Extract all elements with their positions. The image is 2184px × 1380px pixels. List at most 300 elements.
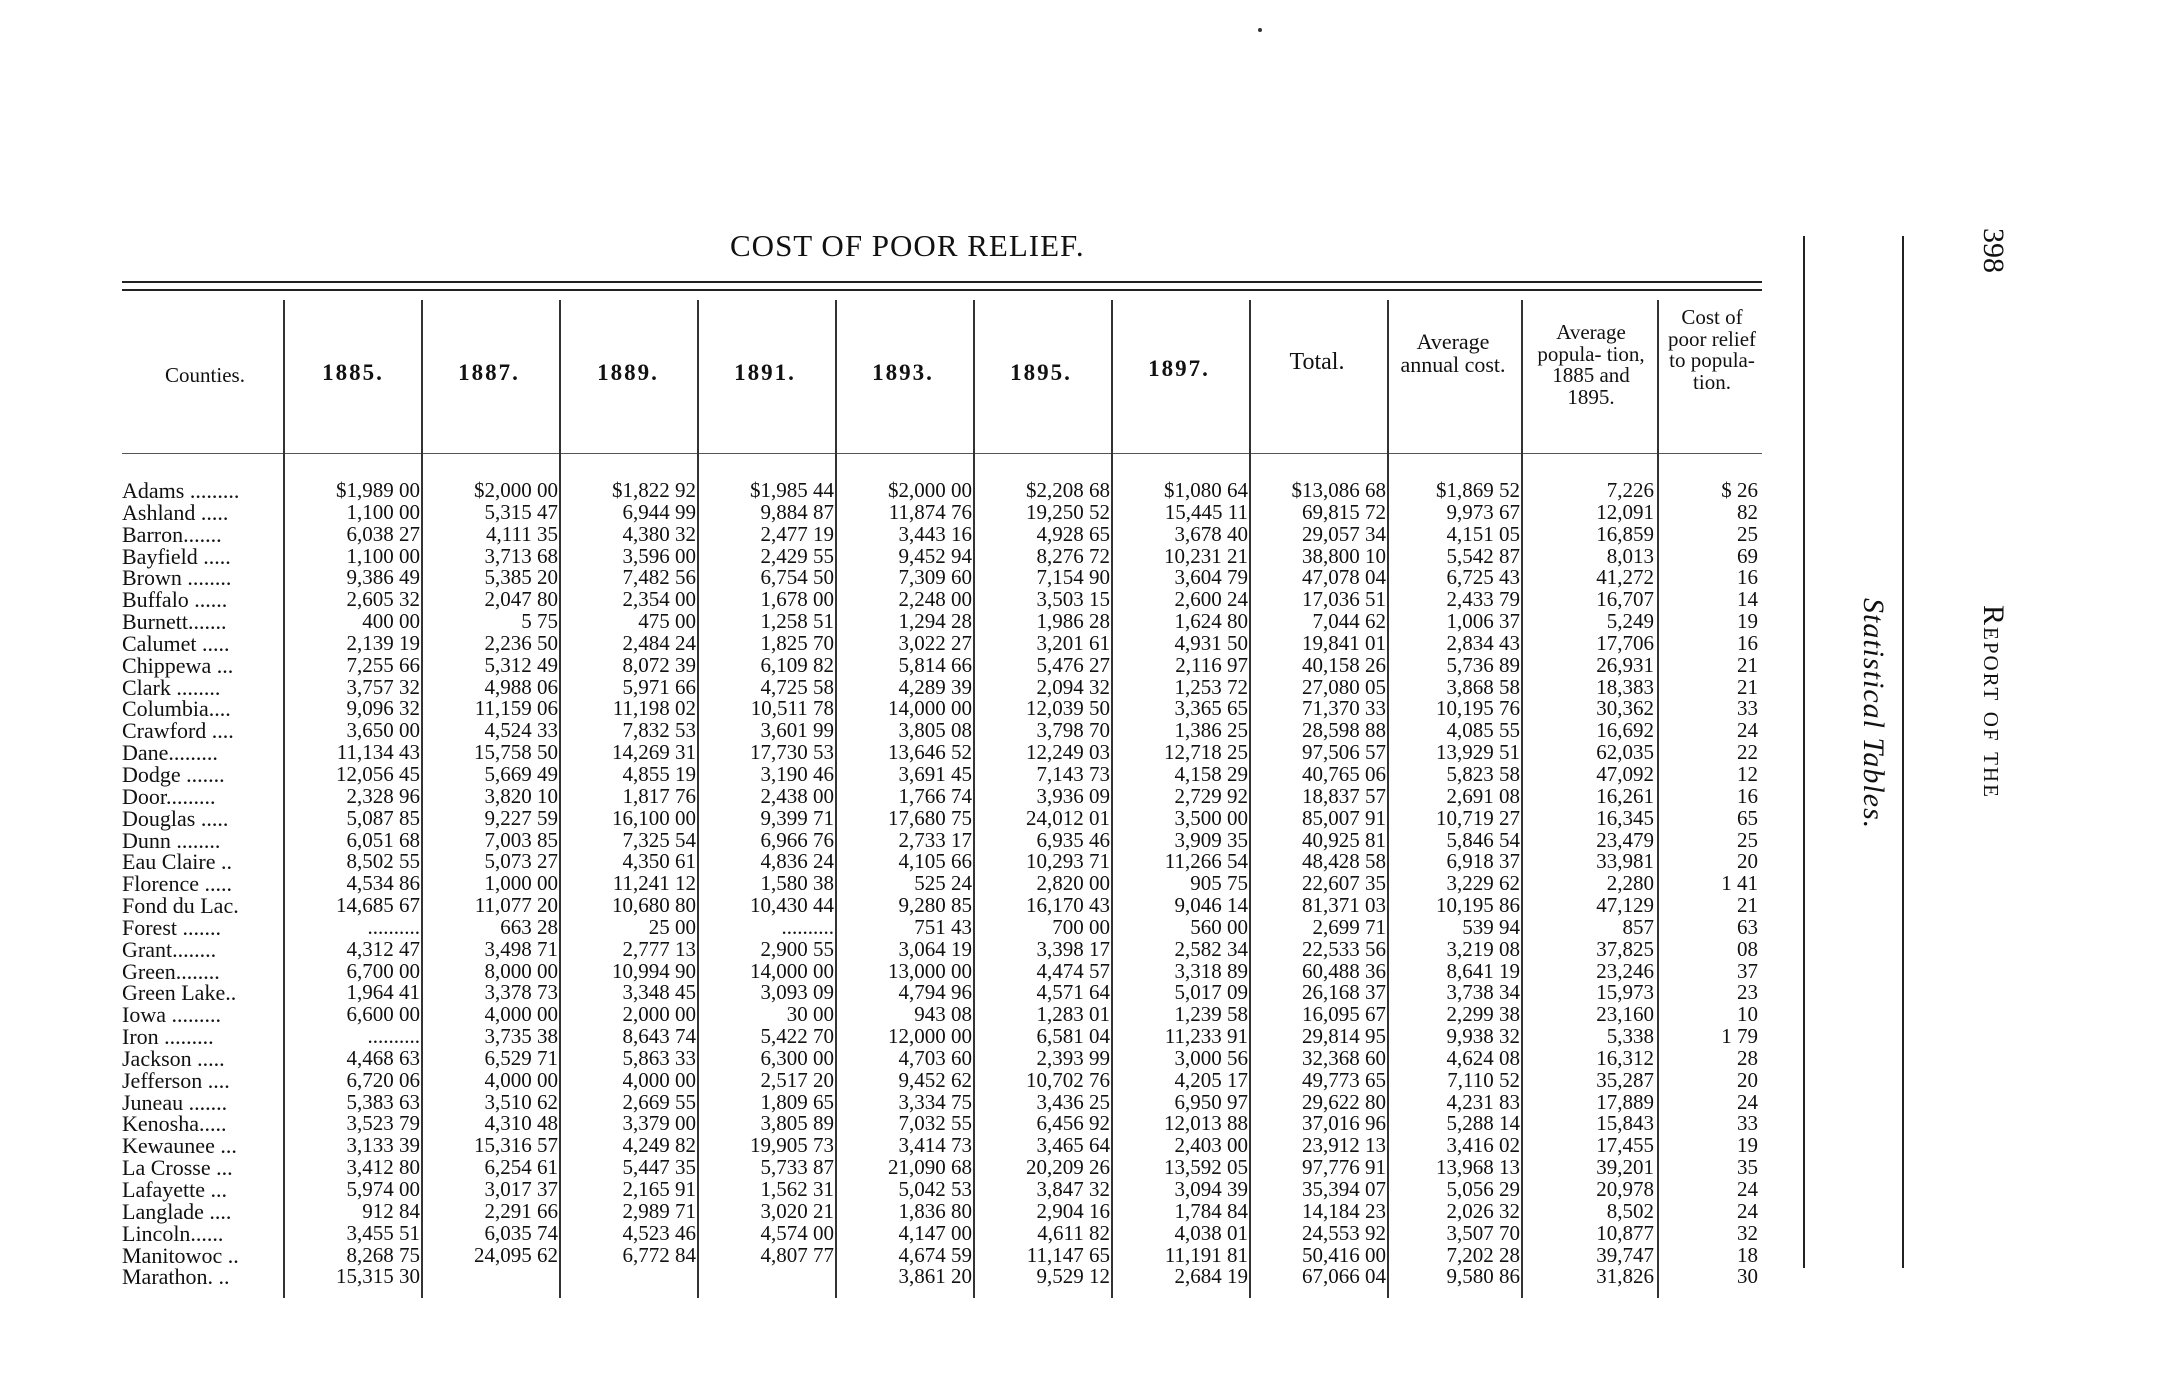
table-cell-y1897: 3,500 00	[1174, 805, 1248, 830]
table-cell-y1897: $1,080 64	[1164, 478, 1248, 502]
table-cell-y1885: 8,502 55	[346, 849, 420, 874]
table-cell-y1897: 2,729 92	[1174, 783, 1248, 808]
table-cell-y1885: 6,038 27	[346, 521, 420, 546]
table-cell-y1893: 14,000 00	[888, 696, 972, 721]
table-cell-y1891: ..........	[781, 914, 834, 939]
table-cell-county: Grant........	[122, 936, 217, 962]
table-cell-total: 16,095 67	[1302, 1002, 1386, 1027]
table-cell-y1889: 10,994 90	[612, 958, 696, 983]
table-cell-y1897: 1,239 58	[1174, 1002, 1248, 1027]
table-cell-y1887: 24,095 62	[474, 1242, 558, 1267]
table-cell-y1897: 3,318 89	[1174, 958, 1248, 983]
table-cell-y1893: 9,280 85	[898, 893, 972, 918]
table-cell-y1897: 1,386 25	[1174, 718, 1248, 743]
col-divider	[1111, 300, 1113, 1298]
header-1887: 1887.	[458, 360, 520, 385]
table-cell-y1889: 4,380 32	[622, 521, 696, 546]
table-cell-y1895: 4,571 64	[1036, 980, 1110, 1005]
table-cell-average: 3,416 02	[1446, 1133, 1520, 1158]
table-cell-y1887: 6,254 61	[484, 1155, 558, 1180]
table-cell-y1889	[562, 1266, 696, 1288]
table-cell-total: 19,841 01	[1302, 630, 1386, 655]
table-cell-county: Dane.........	[122, 740, 218, 766]
report-heading: Report of the	[1977, 605, 2010, 799]
table-cell-y1893: 17,680 75	[888, 805, 972, 830]
table-cell-population: 31,826	[1596, 1264, 1654, 1289]
table-cell-y1893: 9,452 94	[898, 543, 972, 568]
table-cell-y1897: 1,784 84	[1174, 1198, 1248, 1223]
table-cell-y1889: 5,863 33	[622, 1045, 696, 1070]
table-cell-total: 38,800 10	[1302, 543, 1386, 568]
table-cell-y1891: 5,422 70	[760, 1024, 834, 1049]
header-rule	[122, 453, 1762, 454]
table-cell-y1895: 3,936 09	[1036, 783, 1110, 808]
table-cell-y1893: 3,691 45	[898, 761, 972, 786]
table-cell-y1891: 2,517 20	[760, 1067, 834, 1092]
table-cell-y1895: 700 00	[1052, 914, 1110, 939]
table-cell-average: 4,231 83	[1446, 1089, 1520, 1114]
table-cell-y1887: 11,077 20	[474, 893, 558, 918]
table-cell-y1897: 13,592 05	[1164, 1155, 1248, 1180]
table-cell-y1885: 3,133 39	[346, 1133, 420, 1158]
table-cell-y1885: 5,383 63	[346, 1089, 420, 1114]
table-cell-total: 26,168 37	[1302, 980, 1386, 1005]
table-cell-population: 39,201	[1596, 1155, 1654, 1180]
table-cell-y1891: 4,836 24	[760, 849, 834, 874]
table-cell-y1893: 12,000 00	[888, 1024, 972, 1049]
table-cell-y1885: ..........	[367, 914, 420, 939]
table-cell-y1895: 2,094 32	[1036, 674, 1110, 699]
table-cell-y1891: 1,678 00	[760, 587, 834, 612]
table-cell-y1897: 11,266 54	[1164, 849, 1248, 874]
table-cell-y1885: $1,989 00	[336, 478, 420, 502]
table-cell-y1893: 13,646 52	[888, 740, 972, 765]
table-cell-average: 9,973 67	[1446, 499, 1520, 524]
table-cell-y1887: 4,524 33	[484, 718, 558, 743]
table-cell-y1885: 2,139 19	[346, 630, 420, 655]
table-cell-ratio: 08	[1737, 936, 1758, 961]
table-cell-y1891: 6,754 50	[760, 565, 834, 590]
table-cell-y1887: 4,988 06	[484, 674, 558, 699]
table-cell-y1891: 6,300 00	[760, 1045, 834, 1070]
table-cell-y1895: 10,293 71	[1026, 849, 1110, 874]
col-divider	[1657, 300, 1659, 1298]
table-cell-y1897: 560 00	[1190, 914, 1248, 939]
column-1885	[286, 480, 420, 1288]
table-cell-y1891: 2,429 55	[760, 543, 834, 568]
table-cell-y1897: 3,604 79	[1174, 565, 1248, 590]
table-cell-y1885: 15,315 30	[336, 1264, 420, 1289]
header-1895: 1895.	[1010, 360, 1072, 385]
table-cell-total: 29,622 80	[1302, 1089, 1386, 1114]
table-cell-y1893: 3,064 19	[898, 936, 972, 961]
table-cell-average: 13,968 13	[1436, 1155, 1520, 1180]
table-cell-y1885: 1,100 00	[346, 499, 420, 524]
column-ratio	[1660, 480, 1758, 1288]
table-cell-ratio: 16	[1737, 565, 1758, 590]
table-cell-county: Green........	[122, 958, 220, 984]
table-cell-ratio: 19	[1737, 609, 1758, 634]
table-cell-y1889: 16,100 00	[612, 805, 696, 830]
page-number: 398	[1977, 228, 2010, 273]
table-cell-population: 8,013	[1606, 543, 1654, 568]
table-cell-average: 5,056 29	[1446, 1177, 1520, 1201]
page-speck	[1258, 28, 1262, 32]
table-cell-y1887: 5,315 47	[484, 499, 558, 524]
table-cell-population: 8,502	[1606, 1198, 1654, 1223]
header-1893: 1893.	[872, 360, 934, 385]
table-cell-y1887: 11,159 06	[474, 696, 558, 721]
table-cell-average: 3,229 62	[1446, 871, 1520, 896]
table-cell-y1887: 3,735 38	[484, 1024, 558, 1049]
table-cell-total: $13,086 68	[1291, 478, 1386, 502]
table-cell-county: Kenosha.....	[122, 1111, 227, 1137]
table-cell-y1885: 3,523 79	[346, 1111, 420, 1136]
table-cell-y1895: 12,039 50	[1026, 696, 1110, 721]
right-rule	[1803, 236, 1805, 1268]
table-cell-total: 7,044 62	[1312, 609, 1386, 634]
table-cell-county: Lafayette ...	[122, 1177, 228, 1202]
table-cell-y1887: 3,017 37	[484, 1177, 558, 1201]
table-cell-average: 4,085 55	[1446, 718, 1520, 743]
table-cell-average: 3,219 08	[1446, 936, 1520, 961]
table-cell-y1891: 4,807 77	[760, 1242, 834, 1267]
table-cell-population: 62,035	[1596, 740, 1654, 765]
table-cell-total: 32,368 60	[1302, 1045, 1386, 1070]
table-cell-ratio: 33	[1737, 696, 1758, 721]
table-cell-average: 2,691 08	[1446, 783, 1520, 808]
table-cell-y1897: 11,233 91	[1164, 1024, 1248, 1049]
table-cell-county: Crawford ....	[122, 718, 234, 744]
table-cell-population: 39,747	[1596, 1242, 1654, 1267]
table-cell-y1895: 5,476 27	[1036, 652, 1110, 677]
table-cell-y1891: 10,430 44	[750, 893, 834, 918]
table-cell-y1895: 8,276 72	[1036, 543, 1110, 568]
table-cell-y1897: 2,403 00	[1174, 1133, 1248, 1158]
table-cell-ratio: 25	[1737, 827, 1758, 852]
table-cell-y1889: 10,680 80	[612, 893, 696, 918]
table-cell-y1889: 11,198 02	[612, 696, 696, 721]
table-cell-y1893: 5,814 66	[898, 652, 972, 677]
table-cell-y1897: 6,950 97	[1174, 1089, 1248, 1114]
table-cell-ratio: 14	[1737, 587, 1758, 612]
table-cell-average: 6,725 43	[1446, 565, 1520, 590]
table-cell-y1887: 4,000 00	[484, 1002, 558, 1027]
column-1891	[700, 480, 834, 1288]
header-average-population: Average popula- tion, 1885 and 1895.	[1537, 320, 1645, 409]
table-cell-ratio: 28	[1737, 1045, 1758, 1070]
table-cell-total: 29,814 95	[1302, 1024, 1386, 1049]
table-cell-y1893: 13,000 00	[888, 958, 972, 983]
table-cell-y1891: $1,985 44	[750, 478, 834, 502]
table-cell-y1889: 3,348 45	[622, 980, 696, 1005]
table-cell-y1893: 1,294 28	[898, 609, 972, 634]
table-cell-total: 69,815 72	[1302, 499, 1386, 524]
table-cell-y1889: 2,354 00	[622, 587, 696, 612]
table-cell-y1893: 7,032 55	[898, 1111, 972, 1136]
top-rule	[122, 281, 1762, 283]
table-cell-y1891: 1,562 31	[760, 1177, 834, 1201]
table-cell-total: 40,765 06	[1302, 761, 1386, 786]
table-cell-y1885: 3,757 32	[346, 674, 420, 699]
table-cell-y1887: 3,820 10	[484, 783, 558, 808]
page-title: COST OF POOR RELIEF.	[730, 228, 1085, 263]
table-cell-y1891: 1,258 51	[760, 609, 834, 634]
table-cell-total: 35,394 07	[1302, 1177, 1386, 1201]
table-cell-y1897: 5,017 09	[1174, 980, 1248, 1005]
table-cell-y1893: 4,147 00	[898, 1220, 972, 1245]
table-cell-y1885: 5,087 85	[346, 805, 420, 830]
table-cell-y1891: 1,825 70	[760, 630, 834, 655]
table-cell-county: Columbia....	[122, 696, 231, 722]
table-cell-ratio: 23	[1737, 980, 1758, 1005]
table-cell-population: 15,973	[1596, 980, 1654, 1005]
table-cell-y1893: 943 08	[914, 1002, 972, 1027]
table-cell-ratio: 12	[1737, 761, 1758, 786]
table-cell-y1895: 3,436 25	[1036, 1089, 1110, 1114]
table-cell-total: 29,057 34	[1302, 521, 1386, 546]
table-cell-county: Forest .......	[122, 914, 221, 940]
table-cell-y1895: 10,702 76	[1026, 1067, 1110, 1092]
table-cell-y1887: 3,713 68	[484, 543, 558, 568]
table-cell-total: 97,776 91	[1302, 1155, 1386, 1180]
table-cell-y1885: 2,328 96	[346, 783, 420, 808]
table-cell-county: La Crosse ...	[122, 1155, 233, 1181]
table-cell-county: Lincoln......	[122, 1220, 224, 1246]
table-cell-y1889: $1,822 92	[612, 478, 696, 502]
header-average-annual: Average annual cost.	[1400, 329, 1506, 377]
table-cell-y1889: 3,379 00	[622, 1111, 696, 1136]
table-cell-y1891: 2,477 19	[760, 521, 834, 546]
table-cell-population: 18,383	[1596, 674, 1654, 699]
col-divider	[1387, 300, 1389, 1298]
table-cell-y1897: 12,013 88	[1164, 1111, 1248, 1136]
table-cell-y1889: 2,165 91	[622, 1177, 696, 1201]
table-cell-county: Ashland .....	[122, 499, 229, 525]
table-cell-county: Iowa .........	[122, 1002, 221, 1028]
table-cell-average: 2,834 43	[1446, 630, 1520, 655]
table-cell-county: Iron .........	[122, 1024, 214, 1050]
table-cell-y1889: 7,325 54	[622, 827, 696, 852]
table-cell-y1885: ..........	[367, 1024, 420, 1049]
table-cell-ratio: 35	[1737, 1155, 1758, 1180]
table-cell-county: Marathon. ..	[122, 1264, 230, 1290]
table-cell-y1887: 15,316 57	[474, 1133, 558, 1158]
table-cell-average: 5,823 58	[1446, 761, 1520, 786]
table-cell-y1889: 475 00	[638, 609, 696, 634]
table-cell-y1891: 1,580 38	[760, 871, 834, 896]
table-cell-y1897: 15,445 11	[1164, 499, 1248, 524]
table-cell-y1889: 2,000 00	[622, 1002, 696, 1027]
table-cell-y1893: 2,248 00	[898, 587, 972, 612]
table-cell-y1893: 5,042 53	[898, 1177, 972, 1201]
table-cell-y1895: 16,170 43	[1026, 893, 1110, 918]
table-cell-y1887: 5,312 49	[484, 652, 558, 677]
header-1889: 1889.	[597, 360, 659, 385]
table-cell-population: 16,707	[1596, 587, 1654, 612]
table-cell-average: 5,736 89	[1446, 652, 1520, 677]
table-cell-population: 12,091	[1596, 499, 1654, 524]
col-divider	[697, 300, 699, 1298]
column-1897	[1114, 480, 1248, 1288]
table-cell-total: 40,925 81	[1302, 827, 1386, 852]
table-cell-ratio: 21	[1737, 652, 1758, 677]
table-cell-total: 50,416 00	[1302, 1242, 1386, 1267]
table-cell-population: 857	[1622, 914, 1654, 939]
table-cell-y1893: $2,000 00	[888, 478, 972, 502]
table-cell-ratio: 21	[1737, 893, 1758, 918]
table-cell-y1895: 6,456 92	[1036, 1111, 1110, 1136]
table-cell-average: 5,288 14	[1446, 1111, 1520, 1136]
table-cell-y1891: 2,438 00	[760, 783, 834, 808]
table-cell-y1891: 3,601 99	[760, 718, 834, 743]
table-cell-y1891: 9,399 71	[760, 805, 834, 830]
table-cell-y1895: 20,209 26	[1026, 1155, 1110, 1180]
column-counties	[122, 480, 287, 1288]
table-cell-y1885: 9,386 49	[346, 565, 420, 590]
table-cell-ratio: 32	[1737, 1220, 1758, 1245]
table-cell-y1891: 3,190 46	[760, 761, 834, 786]
table-cell-ratio: 18	[1737, 1242, 1758, 1267]
table-cell-average: 10,195 86	[1436, 893, 1520, 918]
table-cell-y1889: 7,482 56	[622, 565, 696, 590]
table-cell-y1895: 3,503 15	[1036, 587, 1110, 612]
table-cell-y1885: 2,605 32	[346, 587, 420, 612]
table-cell-y1893: 4,703 60	[898, 1045, 972, 1070]
table-cell-y1893: 2,733 17	[898, 827, 972, 852]
table-cell-y1895: 11,147 65	[1026, 1242, 1110, 1267]
table-cell-y1893: 9,452 62	[898, 1067, 972, 1092]
table-cell-county: Buffalo ......	[122, 587, 228, 613]
table-cell-average: $1,869 52	[1436, 478, 1520, 502]
table-cell-population: 5,249	[1606, 609, 1654, 634]
table-cell-population: 17,455	[1596, 1133, 1654, 1158]
table-cell-y1889: 6,944 99	[622, 499, 696, 524]
table-cell-y1889: 5,447 35	[622, 1155, 696, 1180]
table-cell-y1897: 11,191 81	[1164, 1242, 1248, 1267]
table-cell-population: 23,160	[1596, 1002, 1654, 1027]
table-cell-y1893: 1,766 74	[898, 783, 972, 808]
table-cell-average: 2,299 38	[1446, 1002, 1520, 1027]
table-cell-population: 16,345	[1596, 805, 1654, 830]
table-cell-ratio: 10	[1737, 1002, 1758, 1027]
table-cell-y1895: 19,250 52	[1026, 499, 1110, 524]
table-cell-ratio: 24	[1737, 1089, 1758, 1114]
table-cell-y1897: 4,931 50	[1174, 630, 1248, 655]
table-cell-county: Eau Claire ..	[122, 849, 232, 875]
table-cell-y1895: 12,249 03	[1026, 740, 1110, 765]
table-cell-y1887: 6,529 71	[484, 1045, 558, 1070]
table-cell-ratio: 16	[1737, 630, 1758, 655]
table-cell-y1893: 4,794 96	[898, 980, 972, 1005]
table-cell-total: 40,158 26	[1302, 652, 1386, 677]
table-cell-county: Jefferson ....	[122, 1067, 230, 1093]
table-cell-average: 10,719 27	[1436, 805, 1520, 830]
table-cell-average: 5,846 54	[1446, 827, 1520, 852]
table-cell-average: 3,738 34	[1446, 980, 1520, 1005]
table-cell-y1895: 2,904 16	[1036, 1198, 1110, 1223]
table-cell-y1891: 6,966 76	[760, 827, 834, 852]
table-cell-y1897: 4,205 17	[1174, 1067, 1248, 1092]
table-cell-y1891: 9,884 87	[760, 499, 834, 524]
table-cell-y1889: 4,000 00	[622, 1067, 696, 1092]
table-cell-y1885: 912 84	[362, 1198, 420, 1223]
table-cell-average: 7,110 52	[1447, 1067, 1520, 1092]
col-divider	[1249, 300, 1251, 1298]
table-cell-y1895: 7,143 73	[1036, 761, 1110, 786]
table-cell-y1897: 12,718 25	[1164, 740, 1248, 765]
table-cell-ratio: 16	[1737, 783, 1758, 808]
table-cell-y1897: 2,684 19	[1174, 1264, 1248, 1289]
table-cell-y1897: 4,158 29	[1174, 761, 1248, 786]
table-cell-y1887: 7,003 85	[484, 827, 558, 852]
table-cell-y1891: 14,000 00	[750, 958, 834, 983]
table-cell-total: 60,488 36	[1302, 958, 1386, 983]
table-cell-total: 97,506 57	[1302, 740, 1386, 765]
table-cell-total: 67,066 04	[1302, 1264, 1386, 1289]
table-cell-population: 16,859	[1596, 521, 1654, 546]
table-cell-population: 17,889	[1596, 1089, 1654, 1114]
table-cell-y1885: 11,134 43	[336, 740, 420, 765]
table-cell-total: 81,371 03	[1302, 893, 1386, 918]
col-divider	[421, 300, 423, 1298]
table-cell-y1893: 525 24	[914, 871, 972, 896]
table-cell-y1887: 663 28	[500, 914, 558, 939]
table-cell-y1885: 8,268 75	[346, 1242, 420, 1267]
table-cell-y1887	[424, 1266, 558, 1288]
table-cell-y1897: 905 75	[1190, 871, 1248, 896]
table-cell-ratio: 22	[1737, 740, 1758, 765]
table-cell-y1887: 5,669 49	[484, 761, 558, 786]
column-1895	[976, 480, 1110, 1288]
table-cell-y1891: 2,900 55	[760, 936, 834, 961]
table-cell-total: 27,080 05	[1302, 674, 1386, 699]
table-cell-average: 2,433 79	[1446, 587, 1520, 612]
table-cell-county: Green Lake..	[122, 980, 237, 1006]
table-cell-y1895: 3,847 32	[1036, 1177, 1110, 1201]
table-cell-population: 20,978	[1596, 1177, 1654, 1201]
table-cell-y1897: 9,046 14	[1174, 893, 1248, 918]
table-cell-y1897: 2,582 34	[1174, 936, 1248, 961]
table-cell-y1893: 3,022 27	[898, 630, 972, 655]
table-cell-ratio: 65	[1737, 805, 1758, 830]
table-cell-ratio: 25	[1737, 521, 1758, 546]
table-cell-county: Langlade ....	[122, 1198, 232, 1224]
table-cell-y1893: 3,861 20	[898, 1264, 972, 1289]
table-cell-county: Burnett.......	[122, 609, 227, 635]
table-cell-population: 37,825	[1596, 936, 1654, 961]
table-cell-average: 9,938 32	[1446, 1024, 1520, 1049]
table-cell-y1891: 30 00	[786, 1002, 834, 1027]
table-cell-y1889: 2,484 24	[622, 630, 696, 655]
table-cell-average: 6,918 37	[1446, 849, 1520, 874]
table-cell-y1891: 3,805 89	[760, 1111, 834, 1136]
table-cell-y1897: 10,231 21	[1164, 543, 1248, 568]
table-cell-county: Clark ........	[122, 674, 221, 700]
table-cell-y1895: 3,398 17	[1036, 936, 1110, 961]
table-cell-county: Bayfield .....	[122, 543, 231, 569]
table-cell-population: 23,479	[1596, 827, 1654, 852]
table-cell-y1889: 2,777 13	[622, 936, 696, 961]
table-cell-y1887: 3,510 62	[484, 1089, 558, 1114]
header-total: Total.	[1289, 349, 1345, 375]
table-cell-y1895: 2,820 00	[1036, 871, 1110, 896]
table-cell-y1895: 3,798 70	[1036, 718, 1110, 743]
table-cell-y1895: 2,393 99	[1036, 1045, 1110, 1070]
table-cell-total: 37,016 96	[1302, 1111, 1386, 1136]
table-cell-y1893: 3,334 75	[898, 1089, 972, 1114]
table-cell-y1893: 7,309 60	[898, 565, 972, 590]
